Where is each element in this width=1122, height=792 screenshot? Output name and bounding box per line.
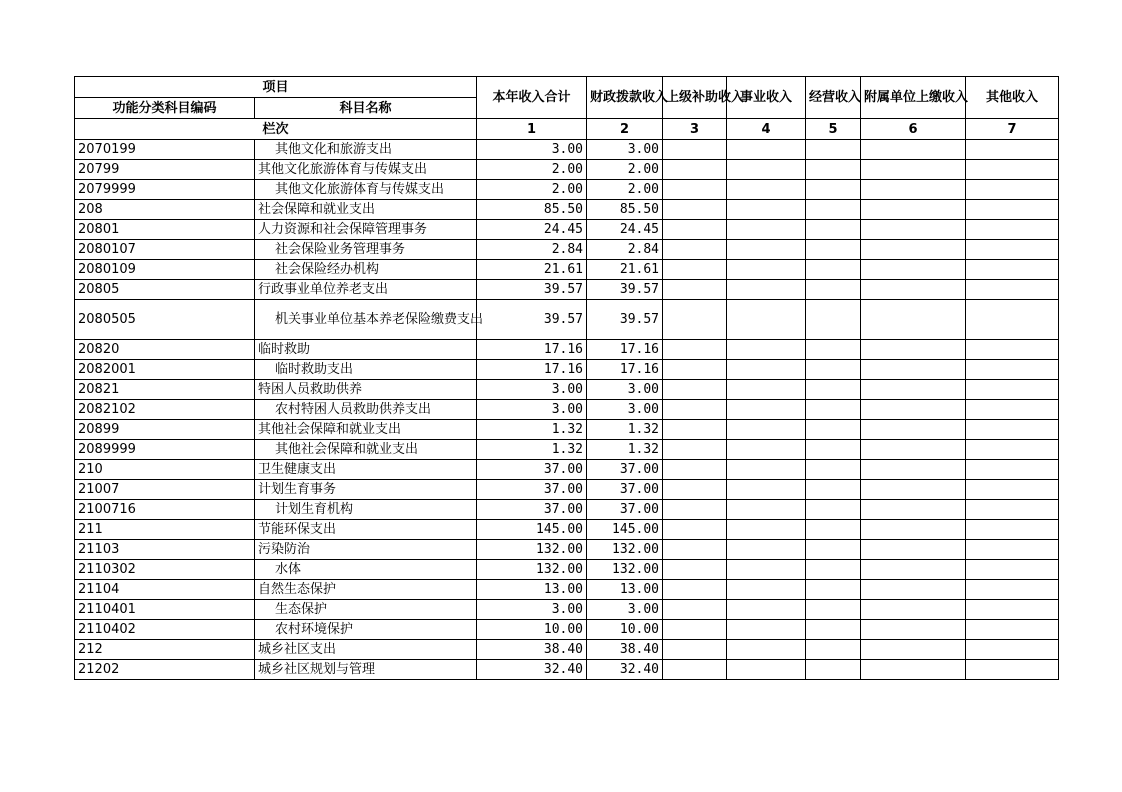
- row-fiscal: 10.00: [587, 620, 663, 640]
- row-other: [966, 240, 1059, 260]
- row-operating: [806, 640, 861, 660]
- row-name: 其他社会保障和就业支出: [255, 440, 477, 460]
- row-total: 3.00: [477, 600, 587, 620]
- row-other: [966, 500, 1059, 520]
- row-operating: [806, 660, 861, 680]
- table-row: [75, 300, 1059, 340]
- table-row: [75, 500, 1059, 520]
- table-row: [75, 600, 1059, 620]
- row-affiliated: [861, 520, 966, 540]
- header-n3: 3: [663, 119, 727, 140]
- row-fiscal: 3.00: [587, 380, 663, 400]
- row-total: 2.00: [477, 180, 587, 200]
- row-superior: [663, 140, 727, 160]
- row-fiscal: 145.00: [587, 520, 663, 540]
- row-business: [727, 180, 806, 200]
- row-superior: [663, 240, 727, 260]
- row-fiscal: 2.00: [587, 180, 663, 200]
- row-business: [727, 200, 806, 220]
- row-fiscal: 37.00: [587, 460, 663, 480]
- row-superior: [663, 180, 727, 200]
- row-code: 2070199: [75, 140, 255, 160]
- table-header: [75, 77, 1059, 140]
- row-total: 132.00: [477, 540, 587, 560]
- row-total: 3.00: [477, 400, 587, 420]
- row-other: [966, 140, 1059, 160]
- row-fiscal: 21.61: [587, 260, 663, 280]
- row-code: 20821: [75, 380, 255, 400]
- row-code: 2080109: [75, 260, 255, 280]
- row-superior: [663, 440, 727, 460]
- row-name: 临时救助支出: [255, 360, 477, 380]
- row-operating: [806, 600, 861, 620]
- row-code: 2079999: [75, 180, 255, 200]
- row-superior: [663, 460, 727, 480]
- header-n5: 5: [806, 119, 861, 140]
- row-affiliated: [861, 240, 966, 260]
- header-n4: 4: [727, 119, 806, 140]
- row-fiscal: 13.00: [587, 580, 663, 600]
- row-name: 其他社会保障和就业支出: [255, 420, 477, 440]
- header-col-superior: 上级补助收入: [663, 77, 727, 119]
- row-total: 37.00: [477, 480, 587, 500]
- row-superior: [663, 160, 727, 180]
- table-row: [75, 660, 1059, 680]
- row-code: 2110401: [75, 600, 255, 620]
- table-body: [75, 140, 1059, 680]
- row-name: 机关事业单位基本养老保险缴费支出: [255, 300, 477, 340]
- row-superior: [663, 480, 727, 500]
- row-total: 17.16: [477, 360, 587, 380]
- row-operating: [806, 400, 861, 420]
- table-row: [75, 260, 1059, 280]
- table-row: [75, 380, 1059, 400]
- row-operating: [806, 420, 861, 440]
- row-operating: [806, 280, 861, 300]
- row-business: [727, 620, 806, 640]
- row-total: 1.32: [477, 440, 587, 460]
- row-total: 37.00: [477, 500, 587, 520]
- row-operating: [806, 360, 861, 380]
- row-affiliated: [861, 620, 966, 640]
- row-name: 水体: [255, 560, 477, 580]
- row-total: 1.32: [477, 420, 587, 440]
- row-business: [727, 460, 806, 480]
- row-affiliated: [861, 460, 966, 480]
- row-operating: [806, 540, 861, 560]
- row-name: 社会保险业务管理事务: [255, 240, 477, 260]
- row-fiscal: 1.32: [587, 440, 663, 460]
- table-row: [75, 620, 1059, 640]
- row-superior: [663, 260, 727, 280]
- row-code: 2080505: [75, 300, 255, 340]
- table-row: [75, 280, 1059, 300]
- row-total: 2.00: [477, 160, 587, 180]
- row-total: 132.00: [477, 560, 587, 580]
- row-name: 农村特困人员救助供养支出: [255, 400, 477, 420]
- row-total: 39.57: [477, 280, 587, 300]
- row-business: [727, 160, 806, 180]
- row-operating: [806, 260, 861, 280]
- row-total: 39.57: [477, 300, 587, 340]
- row-name: 卫生健康支出: [255, 460, 477, 480]
- table-row: [75, 220, 1059, 240]
- row-total: 3.00: [477, 140, 587, 160]
- row-name: 计划生育机构: [255, 500, 477, 520]
- row-fiscal: 3.00: [587, 140, 663, 160]
- row-name: 计划生育事务: [255, 480, 477, 500]
- row-operating: [806, 200, 861, 220]
- row-other: [966, 280, 1059, 300]
- row-name: 其他文化旅游体育与传媒支出: [255, 160, 477, 180]
- row-superior: [663, 520, 727, 540]
- row-affiliated: [861, 640, 966, 660]
- header-col-operating: 经营收入: [806, 77, 861, 119]
- row-business: [727, 660, 806, 680]
- row-affiliated: [861, 400, 966, 420]
- row-superior: [663, 360, 727, 380]
- row-operating: [806, 340, 861, 360]
- row-other: [966, 660, 1059, 680]
- row-operating: [806, 220, 861, 240]
- row-total: 10.00: [477, 620, 587, 640]
- table-row: [75, 240, 1059, 260]
- row-other: [966, 400, 1059, 420]
- row-total: 145.00: [477, 520, 587, 540]
- header-xiangmu: 项目: [75, 77, 477, 98]
- row-operating: [806, 560, 861, 580]
- row-name: 特困人员救助供养: [255, 380, 477, 400]
- row-code: 21202: [75, 660, 255, 680]
- row-affiliated: [861, 260, 966, 280]
- header-col-total: 本年收入合计: [477, 77, 587, 119]
- row-other: [966, 260, 1059, 280]
- row-name: 社会保障和就业支出: [255, 200, 477, 220]
- row-superior: [663, 340, 727, 360]
- row-business: [727, 240, 806, 260]
- row-business: [727, 640, 806, 660]
- row-affiliated: [861, 280, 966, 300]
- row-affiliated: [861, 580, 966, 600]
- row-operating: [806, 140, 861, 160]
- row-superior: [663, 600, 727, 620]
- row-total: 21.61: [477, 260, 587, 280]
- row-other: [966, 160, 1059, 180]
- row-code: 211: [75, 520, 255, 540]
- row-total: 32.40: [477, 660, 587, 680]
- table-row: [75, 640, 1059, 660]
- row-business: [727, 220, 806, 240]
- table-row: [75, 460, 1059, 480]
- row-operating: [806, 440, 861, 460]
- row-operating: [806, 620, 861, 640]
- row-total: 13.00: [477, 580, 587, 600]
- table-row: [75, 540, 1059, 560]
- row-superior: [663, 300, 727, 340]
- row-superior: [663, 220, 727, 240]
- row-affiliated: [861, 140, 966, 160]
- row-affiliated: [861, 160, 966, 180]
- row-other: [966, 340, 1059, 360]
- row-superior: [663, 380, 727, 400]
- header-n1: 1: [477, 119, 587, 140]
- row-name: 城乡社区规划与管理: [255, 660, 477, 680]
- row-name: 临时救助: [255, 340, 477, 360]
- row-name: 农村环境保护: [255, 620, 477, 640]
- header-name-col: 科目名称: [255, 98, 477, 119]
- row-name: 污染防治: [255, 540, 477, 560]
- row-fiscal: 132.00: [587, 540, 663, 560]
- row-other: [966, 480, 1059, 500]
- table-row: [75, 440, 1059, 460]
- row-name: 节能环保支出: [255, 520, 477, 540]
- row-business: [727, 340, 806, 360]
- row-name: 人力资源和社会保障管理事务: [255, 220, 477, 240]
- row-affiliated: [861, 340, 966, 360]
- table-row: [75, 400, 1059, 420]
- row-affiliated: [861, 420, 966, 440]
- header-code-col: 功能分类科目编码: [75, 98, 255, 119]
- row-affiliated: [861, 220, 966, 240]
- row-code: 20799: [75, 160, 255, 180]
- row-name: 行政事业单位养老支出: [255, 280, 477, 300]
- row-fiscal: 32.40: [587, 660, 663, 680]
- row-name: 其他文化旅游体育与传媒支出: [255, 180, 477, 200]
- table-row: [75, 520, 1059, 540]
- row-other: [966, 520, 1059, 540]
- row-other: [966, 440, 1059, 460]
- row-fiscal: 3.00: [587, 600, 663, 620]
- row-code: 208: [75, 200, 255, 220]
- header-col-fiscal: 财政拨款收入: [587, 77, 663, 119]
- header-n7: 7: [966, 119, 1059, 140]
- row-operating: [806, 460, 861, 480]
- row-fiscal: 17.16: [587, 340, 663, 360]
- row-other: [966, 380, 1059, 400]
- budget-income-table: [74, 76, 1059, 680]
- row-operating: [806, 240, 861, 260]
- row-other: [966, 200, 1059, 220]
- row-code: 210: [75, 460, 255, 480]
- table-row: [75, 200, 1059, 220]
- row-fiscal: 24.45: [587, 220, 663, 240]
- row-name: 社会保险经办机构: [255, 260, 477, 280]
- row-superior: [663, 420, 727, 440]
- row-fiscal: 2.84: [587, 240, 663, 260]
- row-superior: [663, 400, 727, 420]
- row-total: 24.45: [477, 220, 587, 240]
- row-fiscal: 17.16: [587, 360, 663, 380]
- row-code: 20805: [75, 280, 255, 300]
- table-row: [75, 560, 1059, 580]
- header-col-business: 事业收入: [727, 77, 806, 119]
- row-other: [966, 640, 1059, 660]
- row-name: 生态保护: [255, 600, 477, 620]
- row-superior: [663, 660, 727, 680]
- row-superior: [663, 540, 727, 560]
- row-other: [966, 180, 1059, 200]
- row-fiscal: 132.00: [587, 560, 663, 580]
- header-col-other: 其他收入: [966, 77, 1059, 119]
- row-affiliated: [861, 180, 966, 200]
- row-business: [727, 500, 806, 520]
- row-total: 17.16: [477, 340, 587, 360]
- row-fiscal: 39.57: [587, 280, 663, 300]
- row-operating: [806, 500, 861, 520]
- row-other: [966, 360, 1059, 380]
- table-row: [75, 340, 1059, 360]
- row-affiliated: [861, 300, 966, 340]
- row-total: 3.00: [477, 380, 587, 400]
- row-operating: [806, 480, 861, 500]
- row-superior: [663, 280, 727, 300]
- row-fiscal: 39.57: [587, 300, 663, 340]
- table-row: [75, 580, 1059, 600]
- row-total: 85.50: [477, 200, 587, 220]
- row-fiscal: 37.00: [587, 480, 663, 500]
- row-affiliated: [861, 560, 966, 580]
- row-code: 20801: [75, 220, 255, 240]
- row-business: [727, 280, 806, 300]
- row-operating: [806, 520, 861, 540]
- row-business: [727, 420, 806, 440]
- row-other: [966, 300, 1059, 340]
- row-other: [966, 620, 1059, 640]
- row-affiliated: [861, 660, 966, 680]
- row-business: [727, 300, 806, 340]
- table-row: [75, 420, 1059, 440]
- row-other: [966, 220, 1059, 240]
- row-superior: [663, 620, 727, 640]
- row-code: 21103: [75, 540, 255, 560]
- row-business: [727, 140, 806, 160]
- row-business: [727, 520, 806, 540]
- row-code: 2082102: [75, 400, 255, 420]
- row-code: 21104: [75, 580, 255, 600]
- row-affiliated: [861, 360, 966, 380]
- row-fiscal: 1.32: [587, 420, 663, 440]
- row-fiscal: 85.50: [587, 200, 663, 220]
- row-code: 20820: [75, 340, 255, 360]
- row-affiliated: [861, 540, 966, 560]
- row-superior: [663, 560, 727, 580]
- row-other: [966, 580, 1059, 600]
- table-row: [75, 140, 1059, 160]
- row-fiscal: 3.00: [587, 400, 663, 420]
- row-other: [966, 560, 1059, 580]
- row-business: [727, 400, 806, 420]
- row-affiliated: [861, 600, 966, 620]
- row-superior: [663, 640, 727, 660]
- row-superior: [663, 200, 727, 220]
- row-code: 2100716: [75, 500, 255, 520]
- row-code: 2110302: [75, 560, 255, 580]
- row-other: [966, 600, 1059, 620]
- row-total: 2.84: [477, 240, 587, 260]
- row-business: [727, 580, 806, 600]
- row-total: 38.40: [477, 640, 587, 660]
- row-business: [727, 600, 806, 620]
- header-col-affiliated: 附属单位上缴收入: [861, 77, 966, 119]
- row-business: [727, 540, 806, 560]
- row-other: [966, 460, 1059, 480]
- row-affiliated: [861, 440, 966, 460]
- row-name: 自然生态保护: [255, 580, 477, 600]
- row-fiscal: 2.00: [587, 160, 663, 180]
- row-affiliated: [861, 500, 966, 520]
- row-code: 2110402: [75, 620, 255, 640]
- row-affiliated: [861, 380, 966, 400]
- table-row: [75, 160, 1059, 180]
- row-operating: [806, 160, 861, 180]
- table-row: [75, 480, 1059, 500]
- row-code: 2080107: [75, 240, 255, 260]
- row-business: [727, 480, 806, 500]
- table-row: [75, 180, 1059, 200]
- row-operating: [806, 180, 861, 200]
- header-lanci: 栏次: [75, 119, 477, 140]
- row-code: 212: [75, 640, 255, 660]
- row-operating: [806, 380, 861, 400]
- row-fiscal: 37.00: [587, 500, 663, 520]
- row-total: 37.00: [477, 460, 587, 480]
- row-code: 21007: [75, 480, 255, 500]
- row-affiliated: [861, 480, 966, 500]
- row-code: 20899: [75, 420, 255, 440]
- row-name: 城乡社区支出: [255, 640, 477, 660]
- row-code: 2082001: [75, 360, 255, 380]
- row-other: [966, 420, 1059, 440]
- row-business: [727, 560, 806, 580]
- row-business: [727, 440, 806, 460]
- row-code: 2089999: [75, 440, 255, 460]
- row-operating: [806, 300, 861, 340]
- row-superior: [663, 580, 727, 600]
- table-row: [75, 360, 1059, 380]
- row-fiscal: 38.40: [587, 640, 663, 660]
- row-superior: [663, 500, 727, 520]
- row-other: [966, 540, 1059, 560]
- row-business: [727, 260, 806, 280]
- row-affiliated: [861, 200, 966, 220]
- row-business: [727, 360, 806, 380]
- row-business: [727, 380, 806, 400]
- header-n6: 6: [861, 119, 966, 140]
- row-name: 其他文化和旅游支出: [255, 140, 477, 160]
- row-operating: [806, 580, 861, 600]
- header-n2: 2: [587, 119, 663, 140]
